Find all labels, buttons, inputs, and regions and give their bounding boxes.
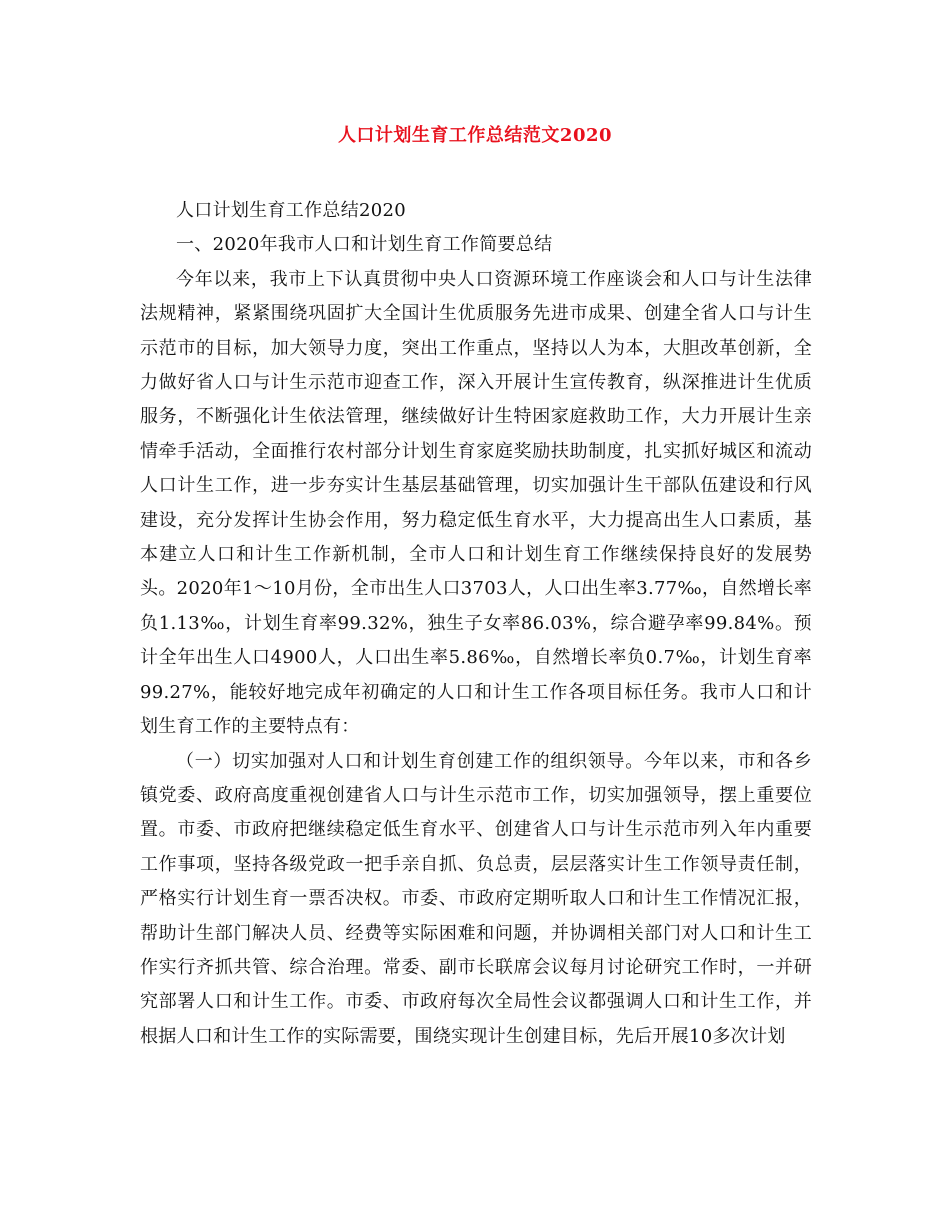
document-body: [140, 194, 812, 1054]
section-heading: 一、2020年我市人口和计划生育工作简要总结: [176, 234, 553, 256]
document-title: 人口计划生育工作总结范文2020: [337, 125, 613, 146]
body-paragraph: （一）切实加强对人口和计划生育创建工作的组织领导。今年以来，市和各乡镇党委、政府高度重视创建省人口与计生示范市工作，切实加强领导，摆上重要位置。市委、市政府把继续稳定低生育水平、创建省人口与计生示范市列入年内重要工作事项，坚持各级党政一把手亲自抓、负总责，层层落实计生工作领导责任制，严格实行计划生育一票否决权。市委、市政府定期听取人口和计生工作情况汇报，帮助计生部门解决人员、经费等实际困难和问题，并协调相关部门对人口和计生工作实行齐抓共管、综合治理。常委、副市长联席会议每月讨论研究工作时，一并研究部署人口和计生工作。市委、市政府每次全局性会议都强调人口和计生工作，并根据人口和计生工作的实际需要，围绕实现计生创建目标，先后开展10多次计划: [140, 750, 812, 1047]
subtitle-line: 人口计划生育工作总结2020: [176, 200, 407, 221]
body-paragraph: 今年以来，我市上下认真贯彻中央人口资源环境工作座谈会和人口与计生法律法规精神，紧紧围绕巩固扩大全国计生优质服务先进市成果、创建全省人口与计生示范市的目标，加大领导力度，突出工作重点，坚持以人为本，大胆改革创新，全力做好省人口与计生示范市迎查工作，深入开展计生宣传教育，纵深推进计生优质服务，不断强化计生依法管理，继续做好计生特困家庭救助工作，大力开展计生亲情牵手活动，全面推行农村部分计划生育家庭奖励扶助制度，扎实抓好城区和流动人口计生工作，进一步夯实计生基层基础管理，切实加强计生干部队伍建设和行风建设，充分发挥计生协会作用，努力稳定低生育水平，大力提高出生人口素质，基本建立人口和计生工作新机制，全市人口和计划生育工作继续保持良好的发展势头。2020年1～10月份，全市出生人口3703人，人口出生率3.77‰，自然增长率负1.13‰，计划生育率99.32%，独生子女率86.03%，综合避孕率99.84%。预计全年出生人口4900人，人口出生率5.86‰，自然增长率负0.7‰，计划生育率99.27%，能较好地完成年初确定的人口和计生工作各项目标任务。我市人口和计划生育工作的主要特点有：: [140, 268, 812, 738]
